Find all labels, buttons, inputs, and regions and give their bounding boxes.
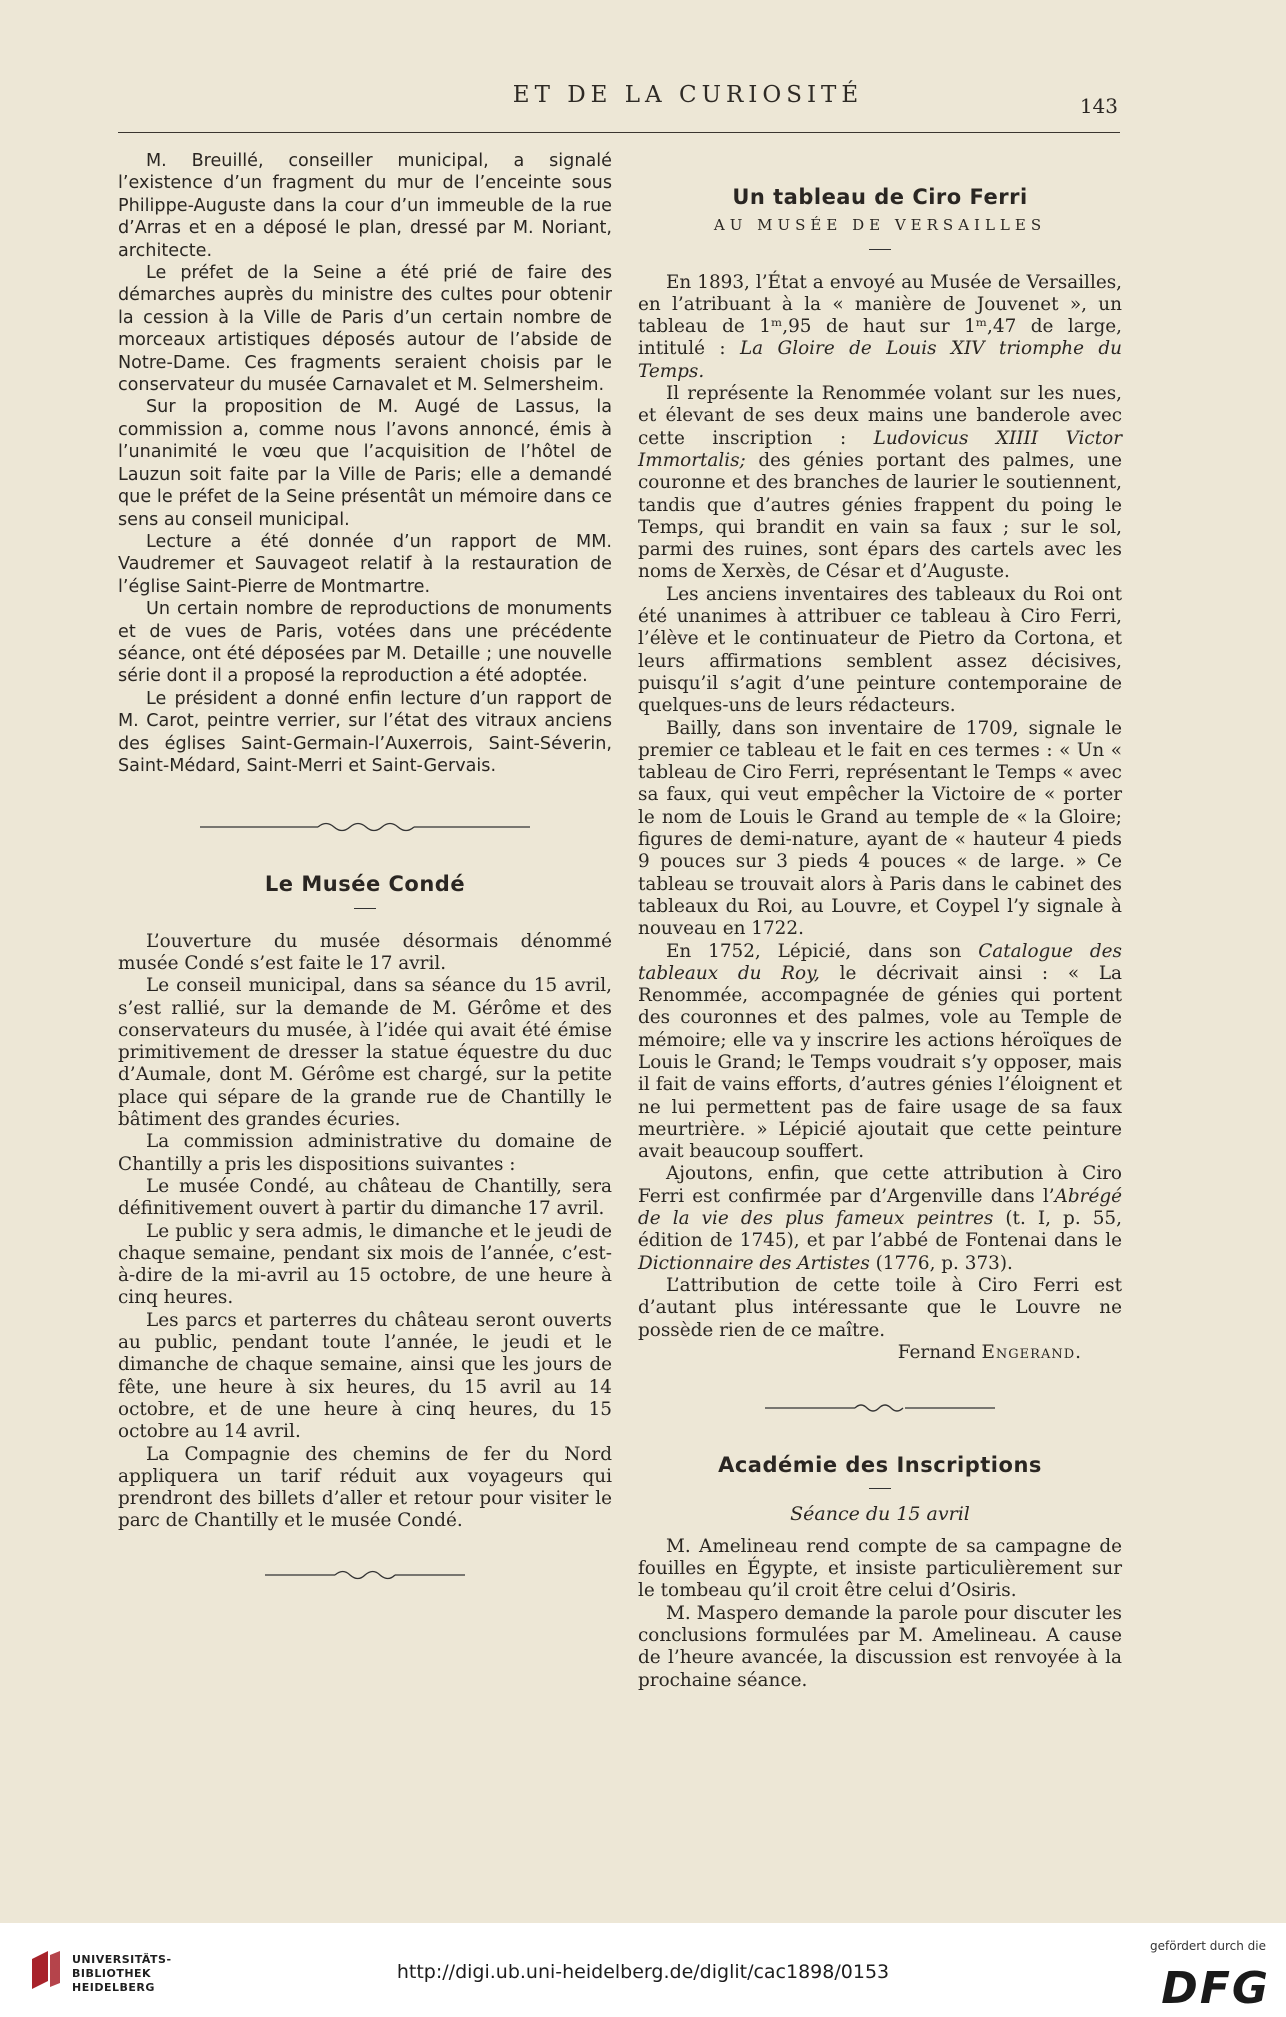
page-number: 143 bbox=[1079, 94, 1118, 118]
title-dash bbox=[869, 249, 891, 250]
paragraph: L’ouverture du musée désormais dénommé musée Condé s’est faite le 17 avril. bbox=[118, 930, 612, 974]
title-dash bbox=[354, 908, 376, 909]
ciro-ferri-title: Un tableau de Ciro Ferri bbox=[732, 185, 1028, 209]
paragraph: Le préfet de la Seine a été prié de faire des démarches auprès du ministre des cultes pour obtenir la cession à la Ville de Paris d’un certain nombre de morceaux artistiques déposés autour de l’abside de Notre-Dame. Ces fragments seraient choisis par le conservateur du musée Carnavalet et M. Selmersheim. bbox=[118, 263, 612, 396]
paragraph: Un certain nombre de reproductions de monuments et de vues de Paris, votées dans une précédente séance, ont été déposées par M. Detaille ; une nouvelle série dont il a proposé la reproduction a été adoptée. bbox=[118, 599, 612, 687]
ornament-divider bbox=[200, 819, 530, 835]
ornament-divider bbox=[765, 1400, 995, 1416]
paragraph: Ajoutons, enfin, que cette attribution à Ciro Ferri est confirmée par d’Argenville dans l’Abrégé de la vie des plus fameux peintres (t. I, p. 55, édition de 1745), et par l’abbé de Fontenai dans le Dictionnaire des Artistes (1776, p. 373). bbox=[638, 1163, 1122, 1274]
paragraph: Sur la proposition de M. Augé de Lassus, la commission a, comme nous l’avons annoncé, émis à l’unanimité le vœu que l’acquisition de l’hôtel de Lauzun soit faite par la Ville de Paris; elle a demandé que le préfet de la Seine présentât un mémoire dans ce sens au conseil municipal. bbox=[118, 397, 612, 530]
author-signature: Fernand Engerand. bbox=[897, 1341, 1082, 1363]
academie-title: Académie des Inscriptions bbox=[718, 1453, 1042, 1478]
session-date: Séance du 15 avril bbox=[790, 1503, 970, 1526]
paragraph: Le public y sera admis, le dimanche et le jeudi de chaque semaine, pendant six mois de l’année, c’est-à-dire de la mi-avril au 15 octobre, de une heure à cinq heures. bbox=[118, 1220, 612, 1309]
paragraph: Bailly, dans son inventaire de 1709, signale le premier ce tableau et le fait en ces termes : « Un « tableau de Ciro Ferri, représentant le Temps « avec sa faux, qui veut empêcher la Victoire de « porter le nom de Louis le Grand au temple de « la Gloire; figures de demi-nature, ayant de « hauteur 4 pieds 9 pouces sur 3 pieds 4 pouces « de large. » Ce tableau se trouvait alors à Paris dans le cabinet des tableaux du Roi, au Louvre, et Coypel l’y signale à nouveau en 1722. bbox=[638, 717, 1122, 940]
source-url-link[interactable]: http://digi.ub.uni-heidelberg.de/diglit/cac1898/0153 bbox=[396, 1961, 890, 1983]
ornament-divider bbox=[265, 1567, 465, 1583]
paragraph: En 1752, Lépicié, dans son Catalogue des tableaux du Roy, le décrivait ainsi : « La Renommée, accompagnée de génies qui portent des couronnes et des palmes, vole au Temple de mémoire; elle va y inscrire les actions héroïques de Louis le Grand; le Temps voudrait s’y opposer, mais il fait de vains efforts, d’autres génies l’éloignent et ne lui permettent pas de faire usage de sa faux meurtrière. » Lépicié ajoutait que cette peinture avait beaucoup souffert. bbox=[638, 940, 1122, 1163]
ciro-ferri-subtitle: AU MUSÉE DE VERSAILLES bbox=[713, 216, 1047, 235]
paragraph: Les anciens inventaires des tableaux du Roi ont été unanimes à attribuer ce tableau à Ciro Ferri, l’élève et le continuateur de Pietro da Cortona, et leurs affirmations semblent assez décisives, puisqu’il s’agit d’une peinture contemporaine de quelques-uns de leurs rédacteurs. bbox=[638, 583, 1122, 717]
paragraph: Les parcs et parterres du château seront ouverts au public, pendant toute l’année, le jeudi et le dimanche de chaque semaine, ainsi que les jours de fête, une heure à six heures, du 15 avril au 14 octobre, et de une heure à cinq heures, du 15 octobre au 14 avril. bbox=[118, 1309, 612, 1443]
council-report bbox=[118, 150, 612, 777]
title-dash bbox=[869, 1488, 891, 1489]
paragraph: M. Breuillé, conseiller municipal, a signalé l’existence d’un fragment du mur de l’enceinte sous Philippe-Auguste dans la cour d’un immeuble de la rue d’Arras et en a déposé le plan, dressé par M. Noriant, architecte. bbox=[118, 151, 612, 261]
musee-conde-title: Le Musée Condé bbox=[264, 872, 466, 897]
footer-bar bbox=[0, 1923, 1286, 2017]
paragraph: En 1893, l’État a envoyé au Musée de Versailles, en l’atribuant à la « manière de Jouvenet », un tableau de 1ᵐ,95 de haut sur 1ᵐ,47 de large, intitulé : La Gloire de Louis XIV triomphe du Temps. bbox=[638, 271, 1123, 382]
paragraph: Le président a donné enfin lecture d’un rapport de M. Carot, peintre verrier, sur l’état des vitraux anciens des églises Saint-Germain-l’Auxerrois, Saint-Séverin, Saint-Médard, Saint-Merri et Saint-Gervais. bbox=[118, 688, 612, 776]
paragraph: La commission administrative du domaine de Chantilly a pris les dispositions suivantes : bbox=[118, 1131, 612, 1175]
paragraph: Lecture a été donnée d’un rapport de MM. Vaudremer et Sauvageot relatif à la restauration de l’église Saint-Pierre de Montmartre. bbox=[118, 531, 612, 597]
right-column bbox=[638, 150, 1122, 1692]
running-title: ET DE LA CURIOSITÉ bbox=[512, 82, 864, 108]
paragraph: M. Amelineau rend compte de sa campagne de fouilles en Égypte, et insiste particulièrement sur le tombeau qu’il croit être celui d’Osiris. bbox=[638, 1535, 1122, 1602]
paragraph: Il représente la Renommée volant sur les nues, et élevant de ses deux mains une banderole avec cette inscription : Ludovicus XIIII Victor Immortalis; des génies portant des palmes, une couronne et des branches de laurier le soutiennent, tandis que d’autres génies frappent du poing le Temps, qui brandit en vain sa faux ; sur le sol, parmi des ruines, sont épars des cartels avec les noms de Xerxès, de César et d’Auguste. bbox=[638, 383, 1122, 583]
paragraph: Le musée Condé, au château de Chantilly, sera définitivement ouvert à partir du dimanche 17 avril. bbox=[118, 1175, 612, 1220]
funding-label: gefördert durch die bbox=[1150, 1939, 1266, 1953]
header-rule bbox=[118, 132, 1120, 133]
running-head bbox=[118, 82, 1118, 122]
paragraph: Le conseil municipal, dans sa séance du 15 avril, s’est rallié, sur la demande de M. Gérôme et des conservateurs du musée, à l’idée qui avait été émise primitivement de dresser la statue équestre du duc d’Aumale, dont M. Gérôme est chargé, sur la petite place qui sépare de la grande rue de Chantilly le bâtiment des grandes écuries. bbox=[118, 975, 612, 1131]
dfg-logo: DFG bbox=[1161, 1963, 1270, 2014]
paragraph: La Compagnie des chemins de fer du Nord appliquera un tarif réduit aux voyageurs qui prendront des billets d’aller et retour pour visiter le parc de Chantilly et le musée Condé. bbox=[118, 1443, 612, 1532]
library-name: UNIVERSITÄTS- BIBLIOTHEK HEIDELBERG bbox=[72, 1953, 172, 1994]
left-column bbox=[118, 150, 612, 1583]
paragraph: M. Maspero demande la parole pour discuter les conclusions formulées par M. Amelineau. A cause de l’heure avancée, la discussion est renvoyée à la prochaine séance. bbox=[638, 1602, 1122, 1691]
paragraph: L’attribution de cette toile à Ciro Ferri est d’autant plus intéressante que le Louvre ne possède rien de ce maître. bbox=[638, 1274, 1122, 1341]
